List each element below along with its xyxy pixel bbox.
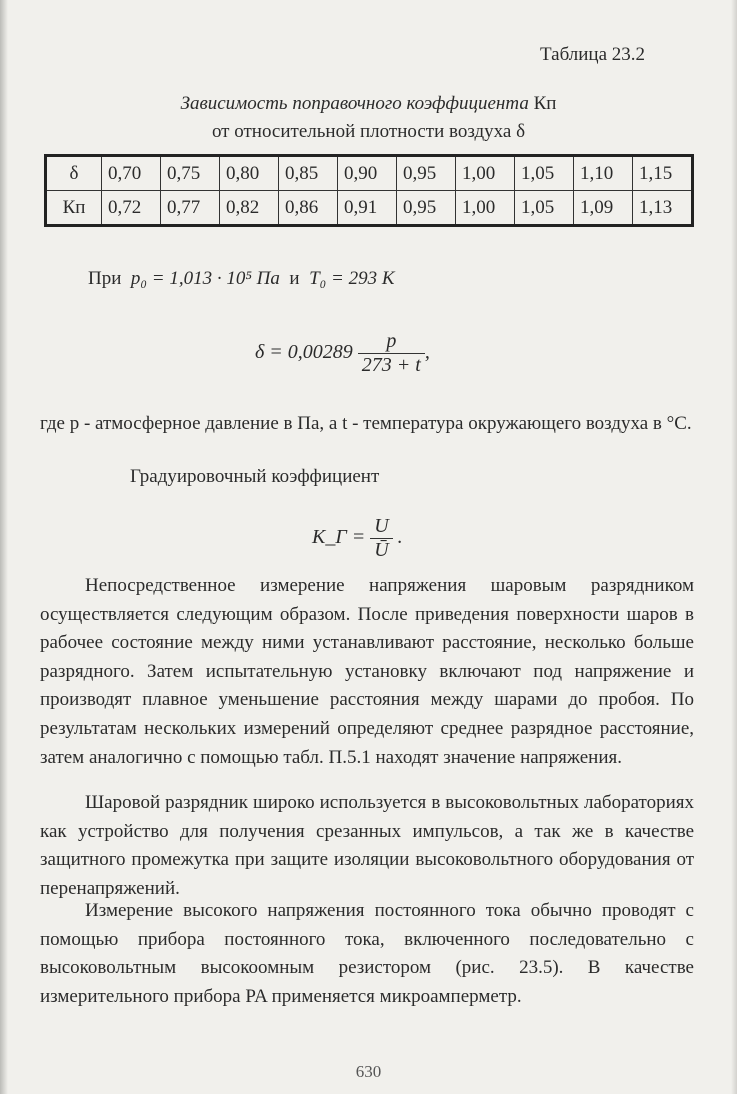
fraction-denominator: Ū <box>374 539 389 561</box>
correction-factor-table <box>44 154 694 227</box>
formula-tail: . <box>397 526 403 549</box>
table-cell: 1,09 <box>574 191 633 226</box>
cond-and: и <box>289 268 300 289</box>
table-cell: 1,15 <box>633 156 693 191</box>
page-number: 630 <box>355 1062 382 1081</box>
table-number: Таблица 23.2 <box>540 44 646 65</box>
standard-conditions <box>88 268 394 290</box>
fraction-numerator: p <box>358 330 425 354</box>
variable-definitions: где p - атмосферное давление в Па, а t - температура окружающего воздуха в °С. <box>40 413 692 434</box>
cond-pressure: p₀ = 1,013 · 10⁵ Па <box>130 268 280 289</box>
table-row <box>46 156 693 191</box>
table-cell: δ <box>46 156 102 191</box>
table-cell: 1,05 <box>515 191 574 226</box>
table-cell: 1,05 <box>515 156 574 191</box>
calibration-label: Градуировочный коэффициент <box>130 466 380 487</box>
table-cell: 1,00 <box>456 191 515 226</box>
formula-lhs: K_Г = <box>312 526 366 549</box>
paragraph-measurement: Непосредственное измерение напряжения шаровым разрядником осуществляется следующим образом. После приведения поверхности шаров в рабочее состояние между ними устанавливают расстояние, несколько больше разрядного. Затем испытательную установку включают под напряжение и производят плавное уменьшение расстояния между шарами до пробоя. По результатам нескольких измерений определяют среднее разрядное расстояние, затем аналогично с помощью табл. П.5.1 находят значение напряжения. <box>40 575 694 768</box>
table-cell: 0,70 <box>102 156 161 191</box>
fraction-denominator: 273 + t <box>361 354 421 376</box>
calibration-formula <box>312 515 403 562</box>
formula-fraction <box>370 515 392 562</box>
fraction-numerator: U <box>370 515 392 539</box>
table-cell: 0,72 <box>102 191 161 226</box>
table-cell: 0,95 <box>397 191 456 226</box>
table-caption-line1 <box>0 90 737 118</box>
formula-lhs: δ = 0,00289 <box>255 341 353 364</box>
formula-tail: , <box>424 341 430 364</box>
table-cell: 0,75 <box>161 156 220 191</box>
table-cell: 1,10 <box>574 156 633 191</box>
table-cell: 0,91 <box>338 191 397 226</box>
page-edge-shadow <box>0 0 8 1094</box>
table-cell: 1,13 <box>633 191 693 226</box>
cond-prefix: При <box>88 268 122 289</box>
table-cell: 1,00 <box>456 156 515 191</box>
cond-temperature: Т₀ = 293 К <box>309 268 395 289</box>
caption-text: Зависимость поправочного коэффициента <box>180 93 529 114</box>
table-cell: 0,86 <box>279 191 338 226</box>
density-formula <box>255 330 430 377</box>
table-cell: 0,80 <box>220 156 279 191</box>
paragraph-sphere-gap-usage: Шаровой разрядник широко используется в высоковольтных лабораториях как устройство для получения срезанных импульсов, а так же в качестве защитного промежутка при защите изоляции высоковольтного оборудования от перенапряжений. <box>40 792 694 899</box>
paragraph-dc-measurement: Измерение высокого напряжения постоянного тока обычно проводят с помощью прибора постоянного тока, включенного последовательно с высоковольтным высокоомным резистором (рис. 23.5). В качестве измерительного прибора PA применяется микроамперметр. <box>40 900 694 1007</box>
table-cell: 0,82 <box>220 191 279 226</box>
table-cell: Кп <box>46 191 102 226</box>
table-row <box>46 191 693 226</box>
formula-fraction <box>358 330 425 377</box>
table-cell: 0,77 <box>161 191 220 226</box>
table-cell: 0,95 <box>397 156 456 191</box>
table-caption-line2: от относительной плотности воздуха δ <box>211 121 526 142</box>
table-cell: 0,85 <box>279 156 338 191</box>
page-edge-right <box>731 0 737 1094</box>
table-cell: 0,90 <box>338 156 397 191</box>
caption-symbol: Кп <box>533 93 557 114</box>
